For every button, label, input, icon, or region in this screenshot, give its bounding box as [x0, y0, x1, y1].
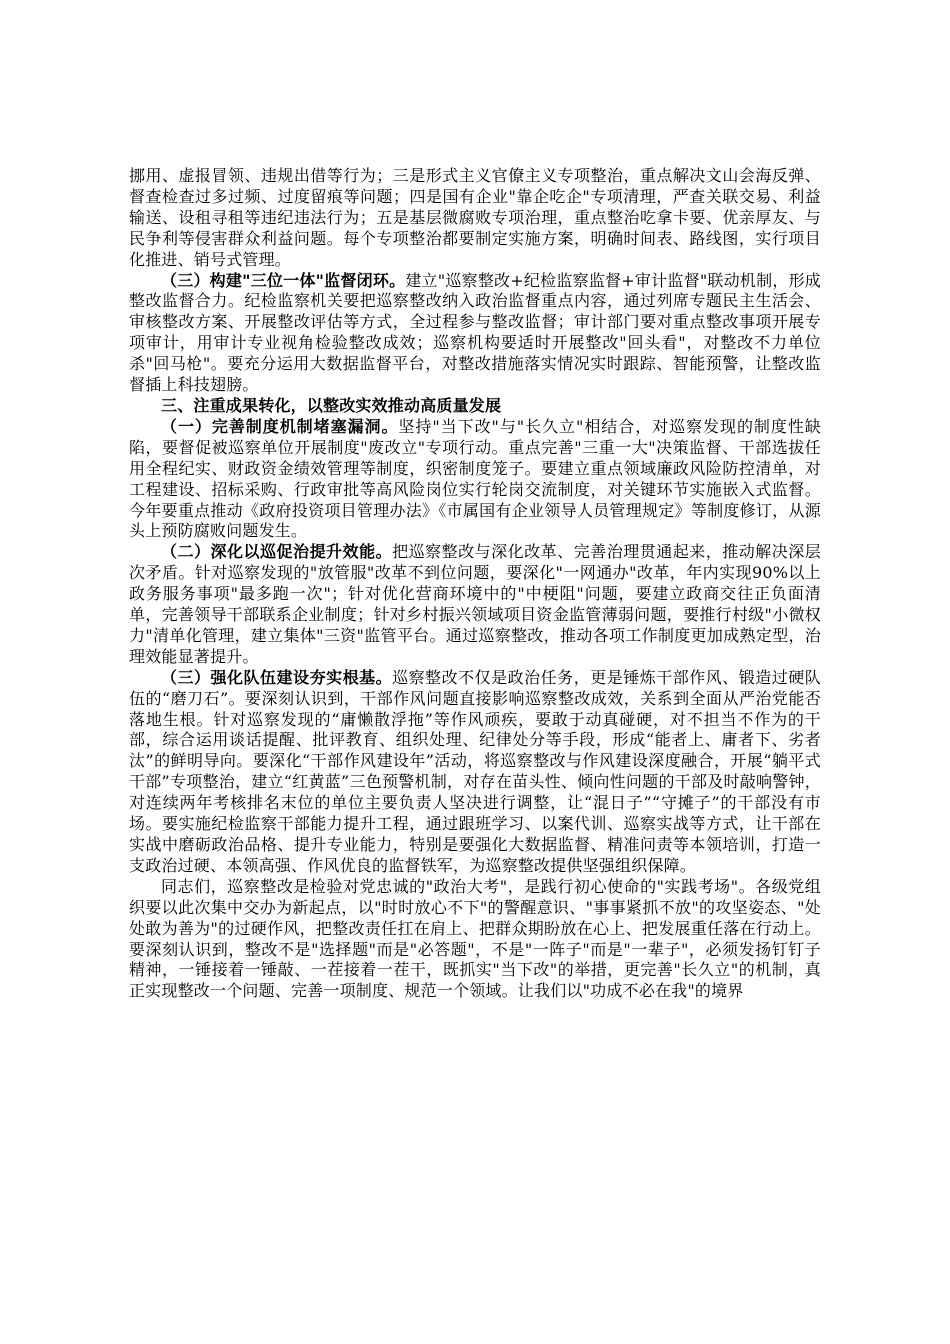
paragraph-team-building	[129, 668, 821, 877]
paragraph-governance	[129, 542, 821, 667]
paragraph-heading: （三）构建"三位一体"监督闭环。	[161, 270, 406, 290]
paragraph-text: 同志们，巡察整改是检验对党忠诚的"政治大考"，是践行初心使命的"实践考场"。各级党组织要以此次集中交办为新起点，以"时时放心不下"的警醒意识、"事事紧抓不放"的攻坚姿态、"处处敢为善为"的过硬作风，把整改责任扛在肩上、把群众期盼放在心上、把发展重任落在行动上。要深刻认识到，整改不是"选择题"而是"必答题"，不是"一阵子"而是"一辈子"，必须发扬钉钉子精神，一锤接着一锤敲、一茬接着一茬干，既抓实"当下改"的举措，更完善"长久立"的机制，真正实现整改一个问题、完善一项制度、规范一个领域。让我们以"功成不必在我"的境界	[129, 876, 821, 1001]
paragraph-supervision-loop	[129, 271, 821, 396]
paragraph-closing	[129, 877, 821, 1002]
paragraph-text: 建立"巡察整改+纪检监察监督+审计监督"联动机制，形成整改监督合力。纪检监察机关要把巡察整改纳入政治监督重点内容，通过列席专题民主生活会、审核整改方案、开展整改评估等方式，全过程参与整改监督；审计部门要对重点整改事项开展专项审计，用审计专业视角检验整改成效；巡察机构要适时开展整改"回头看"，对整改不力单位杀"回马枪"。要充分运用大数据监督平台，对整改措施落实情况实时跟踪、智能预警，让整改监督插上科技翅膀。	[129, 270, 821, 395]
paragraph-text: 把巡察整改与深化改革、完善治理贯通起来，推动解决深层次矛盾。针对巡察发现的"放管服"改革不到位问题，要深化"一网通办"改革，年内实现90%以上政务服务事项"最多跑一次"；针对优化营商环境中的"中梗阻"问题，要建立政商交往正负面清单，完善领导干部联系企业制度；针对乡村振兴领域项目资金监管薄弱问题，要推行村级"小微权力"清单化管理，建立集体"三资"监管平台。通过巡察整改，推动各项工作制度更加成熟定型，治理效能显著提升。	[129, 542, 821, 666]
paragraph-heading: （一）完善制度机制堵塞漏洞。	[161, 416, 399, 436]
paragraph-heading: （三）强化队伍建设夯实根基。	[161, 667, 393, 687]
paragraph-text: 巡察整改不仅是政治任务，更是锤炼干部作风、锻造过硬队伍的“磨刀石”。要深刻认识到，干部作风问题直接影响巡察整改成效，关系到全面从严治党能否落地生根。针对巡察发现的“庸懒散浮拖”等作风顽疾，要敢于动真碰硬，对不担当不作为的干部，综合运用谈话提醒、批评教育、组织处理、纪律处分等手段，形成“能者上、庸者下、劣者汰”的鲜明导向。要深化“干部作风建设年”活动，将巡察整改与作风建设深度融合，开展“躺平式干部”专项整治，建立“红黄蓝”三色预警机制，对存在苗头性、倾向性问题的干部及时敲响警钟，对连续两年考核排名末位的单位主要负责人坚决进行调整，让“混日子”“守摊子”的干部没有市场。要实施纪检监察干部能力提升工程，通过跟班学习、以案代训、巡察实战等方式，让干部在实战中磨砺政治品格、提升专业能力，特别是要强化大数据监督、精准问责等本领培训，打造一支政治过硬、本领高强、作风优良的监督铁军，为巡察整改提供坚强组织保障。	[129, 667, 821, 875]
paragraph-institution	[129, 417, 821, 542]
section-heading: 三、注重成果转化，以整改实效推动高质量发展	[161, 395, 502, 415]
paragraph-continuation	[129, 166, 821, 271]
paragraph-text: 坚持"当下改"与"长久立"相结合，对巡察发现的制度性缺陷，要督促被巡察单位开展制度"废改立"专项行动。重点完善"三重一大"决策监督、干部选拔任用全程纪实、财政资金绩效管理等制度，织密制度笼子。要建立重点领域廉政风险防控清单，对工程建设、招标采购、行政审批等高风险岗位实行轮岗交流制度，对关键环节实施嵌入式监督。今年要重点推动《政府投资项目管理办法》《市属国有企业领导人员管理规定》等制度修订，从源头上预防腐败问题发生。	[129, 416, 821, 541]
paragraph-heading: （二）深化以巡促治提升效能。	[161, 542, 393, 562]
paragraph-text: 挪用、虚报冒领、违规出借等行为；三是形式主义官僚主义专项整治，重点解决文山会海反弹、督查检查过多过频、过度留痕等问题；四是国有企业"靠企吃企"专项清理，严查关联交易、利益输送、设租寻租等违纪违法行为；五是基层微腐败专项治理，重点整治吃拿卡要、优亲厚友、与民争利等侵害群众利益问题。每个专项整治都要制定实施方案，明确时间表、路线图，实行项目化推进、销号式管理。	[129, 166, 821, 269]
document-body	[129, 166, 821, 1002]
